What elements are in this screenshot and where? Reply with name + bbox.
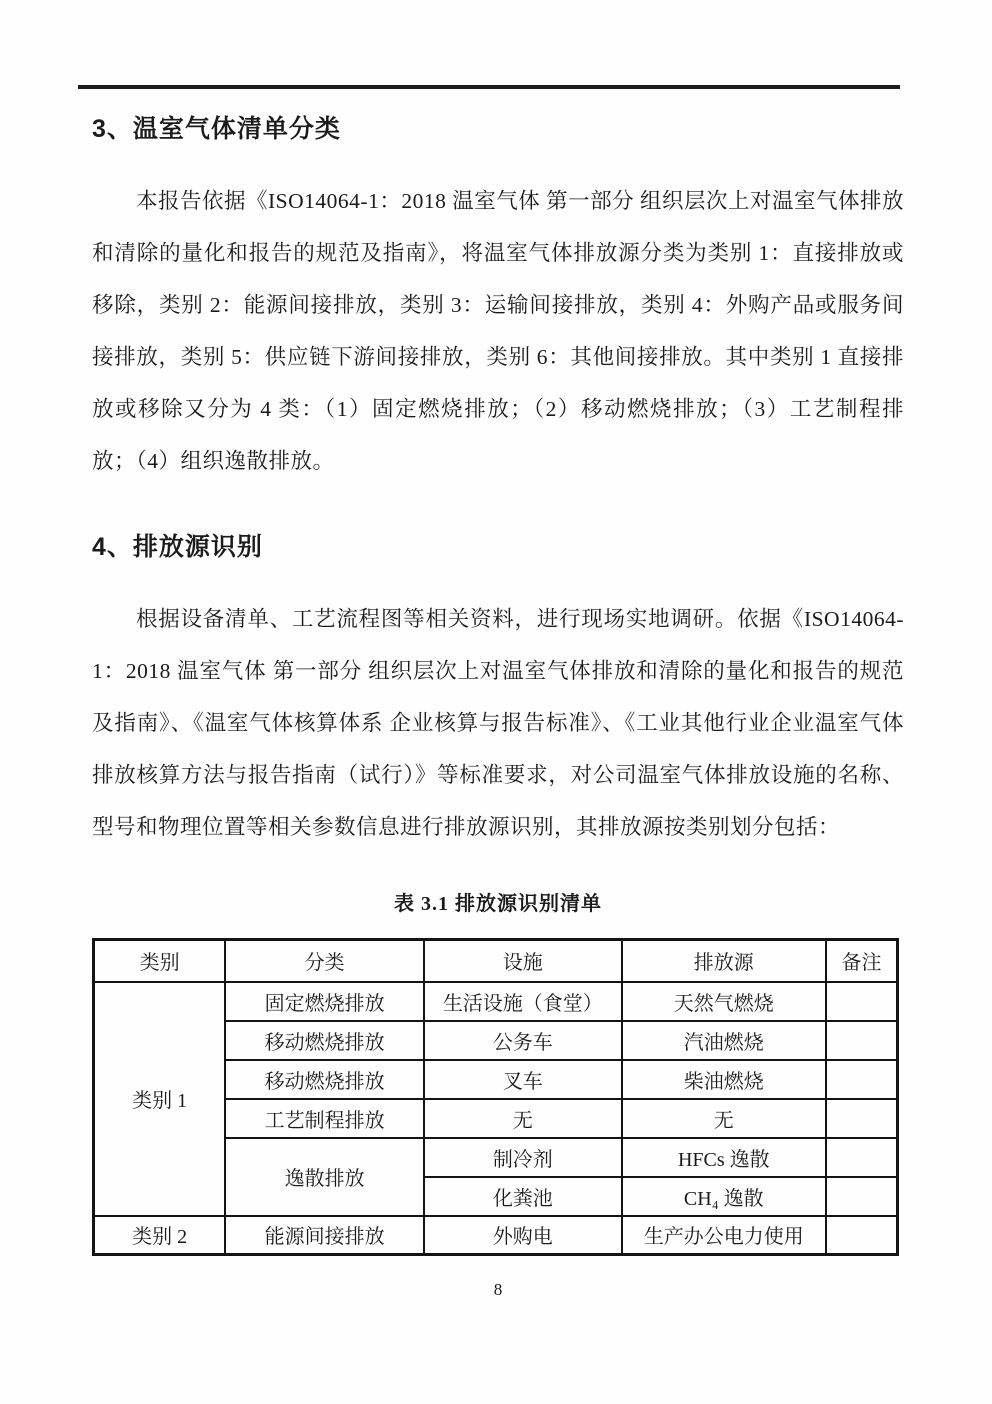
cell-facility: 外购电 xyxy=(424,1216,622,1255)
cell-source: 汽油燃烧 xyxy=(622,1021,826,1060)
cell-source: 天然气燃烧 xyxy=(622,982,826,1021)
table-row xyxy=(94,1216,898,1255)
cell-note xyxy=(826,982,898,1021)
section-4-paragraph: 根据设备清单、工艺流程图等相关资料，进行现场实地调研。依据《ISO14064-1：2018 温室气体 第一部分 组织层次上对温室气体排放和清除的量化和报告的规范及指南》、《温室气体核算体系 企业核算与报告标准》、《工业其他行业企业温室气体排放核算方法与报告指南（试行）》等标准要求，对公司温室气体排放设施的名称、型号和物理位置等相关参数信息进行排放源识别，其排放源按类别划分包括： xyxy=(92,607,904,839)
table-caption: 表 3.1 排放源识别清单 xyxy=(394,893,602,915)
cell-category-1: 类别 1 xyxy=(94,982,226,1216)
cell-note xyxy=(826,1138,898,1177)
cell-facility: 无 xyxy=(424,1099,622,1138)
section-3-heading: 3、温室气体清单分类 xyxy=(92,115,341,143)
cell-note xyxy=(826,1021,898,1060)
table-header-row xyxy=(94,940,898,982)
cell-source: 生产办公电力使用 xyxy=(622,1216,826,1255)
page-number: 8 xyxy=(493,1280,503,1299)
table-header-source: 排放源 xyxy=(622,940,826,982)
cell-facility: 公务车 xyxy=(424,1021,622,1060)
cell-facility: 制冷剂 xyxy=(424,1138,622,1177)
cell-classification: 能源间接排放 xyxy=(225,1216,424,1255)
cell-classification-fugitive: 逸散排放 xyxy=(225,1138,424,1216)
page-content xyxy=(92,0,904,1300)
table-header-facility: 设施 xyxy=(424,940,622,982)
cell-source: 无 xyxy=(622,1099,826,1138)
section-4-heading: 4、排放源识别 xyxy=(92,533,263,561)
header-divider-rule xyxy=(78,85,900,89)
cell-note xyxy=(826,1099,898,1138)
cell-facility: 生活设施（食堂） xyxy=(424,982,622,1021)
cell-category-2: 类别 2 xyxy=(94,1216,226,1255)
cell-source: CH₄ 逸散 xyxy=(622,1177,826,1216)
cell-note xyxy=(826,1177,898,1216)
cell-classification: 移动燃烧排放 xyxy=(225,1021,424,1060)
cell-note xyxy=(826,1216,898,1255)
cell-classification: 移动燃烧排放 xyxy=(225,1060,424,1099)
cell-source: HFCs 逸散 xyxy=(622,1138,826,1177)
table-row xyxy=(94,982,898,1021)
cell-facility: 化粪池 xyxy=(424,1177,622,1216)
cell-note xyxy=(826,1060,898,1099)
cell-classification: 工艺制程排放 xyxy=(225,1099,424,1138)
cell-facility: 叉车 xyxy=(424,1060,622,1099)
emission-source-table xyxy=(92,938,899,1256)
cell-classification: 固定燃烧排放 xyxy=(225,982,424,1021)
table-header-category: 类别 xyxy=(94,940,226,982)
table-header-classification: 分类 xyxy=(225,940,424,982)
table-header-note: 备注 xyxy=(826,940,898,982)
cell-source: 柴油燃烧 xyxy=(622,1060,826,1099)
section-3-paragraph: 本报告依据《ISO14064-1：2018 温室气体 第一部分 组织层次上对温室气体排放和清除的量化和报告的规范及指南》，将温室气体排放源分类为类别 1：直接排放或移除，类别 2：能源间接排放，类别 3：运输间接排放，类别 4：外购产品或服务间接排放，类别 5：供应链下游间接排放，类别 6：其他间接排放。其中类别 1 直接排放或移除又分为 4 类：（1）固定燃烧排放；（2）移动燃烧排放；（3）工艺制程排放；（4）组织逸散排放。 xyxy=(92,189,904,473)
